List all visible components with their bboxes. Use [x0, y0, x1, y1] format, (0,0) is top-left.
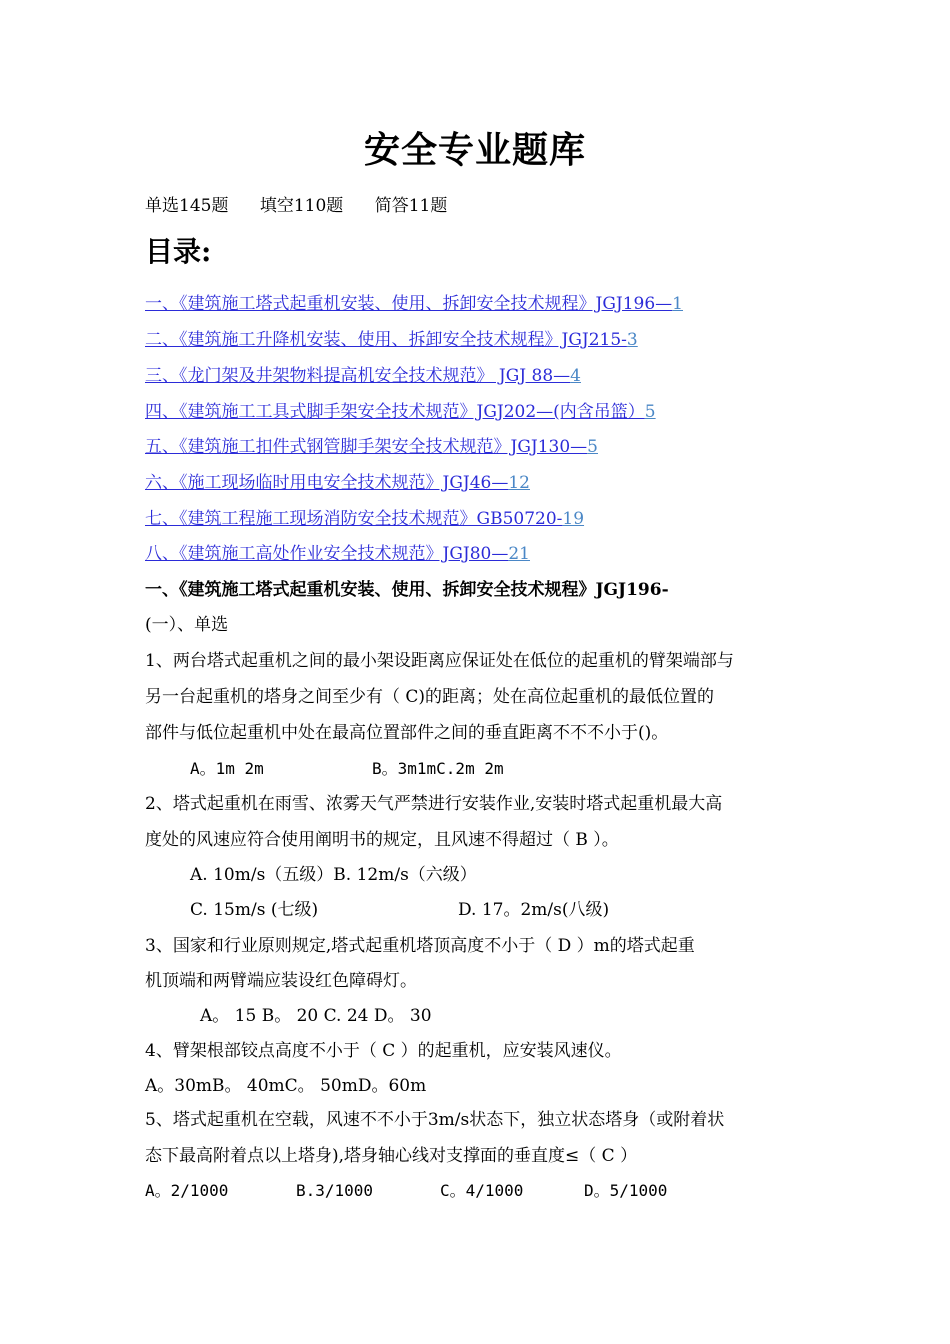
- summary-single-choice: 单选145题: [145, 196, 229, 216]
- question-2-options-1: A. 10m/s（五级）B. 12m/s（六级）: [190, 865, 477, 885]
- question-2-line-1: 2、塔式起重机在雨雪、浓雾天气严禁进行安装作业,安装时塔式起重机最大高: [145, 794, 723, 814]
- toc-heading: 目录:: [145, 235, 212, 268]
- question-5-line-1: 5、塔式起重机在空载，风速不不小于3m/s状态下，独立状态塔身（或附着状: [145, 1110, 725, 1130]
- toc-item-8[interactable]: [145, 541, 530, 567]
- question-5-option-a: A。2/1000: [145, 1181, 229, 1200]
- question-5-option-d: D。5/1000: [584, 1181, 668, 1200]
- toc-page-number[interactable]: 12: [508, 473, 530, 493]
- toc-link[interactable]: 七、《建筑工程施工现场消防安全技术规范》GB50720-: [145, 509, 563, 529]
- question-1-line-2: 另一台起重机的塔身之间至少有（ C)的距离；处在高位起重机的最低位置的: [145, 687, 715, 707]
- toc-link[interactable]: 一、《建筑施工塔式起重机安装、使用、拆卸安全技术规程》JGJ196—: [145, 294, 673, 314]
- toc-item-3[interactable]: [145, 363, 581, 389]
- question-4-options: A。30mB。 40mC。 50mD。60m: [145, 1076, 427, 1096]
- toc-page-number[interactable]: 21: [508, 544, 530, 564]
- summary-fill-blank: 填空110题: [259, 196, 344, 216]
- toc-item-2[interactable]: [145, 327, 638, 353]
- section-heading: 一、《建筑施工塔式起重机安装、使用、拆卸安全技术规程》JGJ196-: [145, 580, 669, 600]
- question-1-option-b: B。3m1mC.2m 2m: [372, 759, 504, 778]
- toc-link[interactable]: 六、《施工现场临时用电安全技术规范》JGJ46—: [145, 473, 509, 493]
- toc-page-number[interactable]: 19: [562, 509, 585, 529]
- toc-link[interactable]: 八、《建筑施工高处作业安全技术规范》JGJ80—: [145, 544, 509, 564]
- toc-item-7[interactable]: [145, 506, 584, 532]
- question-5-line-2: 态下最高附着点以上塔身),塔身轴心线对支撑面的垂直度≤（ C ）: [145, 1146, 638, 1166]
- question-1-option-a: A。1m 2m: [190, 759, 264, 778]
- toc-item-4[interactable]: [145, 399, 656, 425]
- question-5-option-b: B.3/1000: [296, 1181, 374, 1200]
- question-1-line-3: 部件与低位起重机中处在最高位置部件之间的垂直距离不不不小于()。: [145, 723, 669, 743]
- summary-short-answer: 简答11题: [374, 196, 448, 216]
- toc-page-number[interactable]: 5: [587, 437, 598, 457]
- question-3-options: A。 15 B。 20 C. 24 D。 30: [200, 1006, 432, 1026]
- question-2-line-2: 度处的风速应符合使用阐明书的规定，且风速不得超过（ B ）。: [145, 830, 619, 850]
- toc-item-5[interactable]: [145, 434, 598, 460]
- question-5-option-c: C。4/1000: [440, 1181, 524, 1200]
- toc-link[interactable]: 三、《龙门架及井架物料提高机安全技术规范》 JGJ 88—: [145, 366, 571, 386]
- toc-page-number[interactable]: 5: [644, 402, 656, 422]
- question-2-option-c: C. 15m/s (七级): [190, 900, 319, 920]
- question-1-line-1: 1、两台塔式起重机之间的最小架设距离应保证处在低位的起重机的臂架端部与: [145, 651, 734, 671]
- page-title: 安全专业题库: [363, 129, 586, 171]
- toc-link[interactable]: 四、《建筑施工工具式脚手架安全技术规范》JGJ202—(内含吊篮）: [145, 402, 645, 422]
- toc-link[interactable]: 二、《建筑施工升降机安装、使用、拆卸安全技术规程》JGJ215-: [145, 330, 627, 350]
- toc-page-number[interactable]: 4: [570, 366, 581, 386]
- question-3-line-1: 3、国家和行业原则规定,塔式起重机塔顶高度不小于（ D ）m的塔式起重: [145, 936, 695, 956]
- toc-link[interactable]: 五、《建筑施工扣件式钢管脚手架安全技术规范》JGJ130—: [145, 437, 588, 457]
- toc-page-number[interactable]: 1: [672, 294, 683, 314]
- toc-item-6[interactable]: [145, 470, 530, 496]
- question-summary: [145, 192, 473, 220]
- subsection-heading: (一）、单选: [145, 615, 229, 635]
- question-4-line-1: 4、臂架根部铰点高度不小于（ C ）的起重机，应安装风速仪。: [145, 1041, 622, 1061]
- question-3-line-2: 机顶端和两臂端应装设红色障碍灯。: [145, 971, 417, 991]
- toc-item-1[interactable]: [145, 291, 683, 317]
- toc-page-number[interactable]: 3: [626, 330, 638, 350]
- question-2-option-d: D. 17。2m/s(八级): [458, 900, 610, 920]
